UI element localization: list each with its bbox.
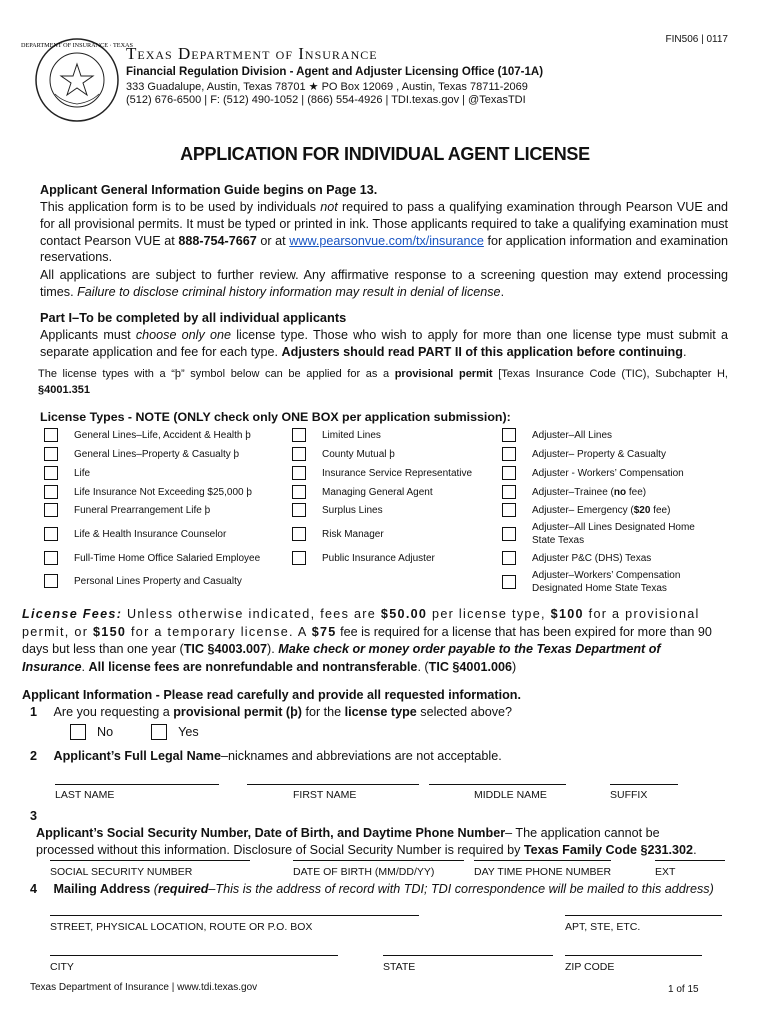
- seal-text: DEPARTMENT OF INSURANCE · TEXAS: [21, 42, 133, 49]
- page-title: APPLICATION FOR INDIVIDUAL AGENT LICENSE: [180, 144, 590, 164]
- last-name-field[interactable]: [55, 784, 219, 785]
- checkbox[interactable]: [292, 503, 306, 517]
- checkbox[interactable]: [44, 466, 58, 480]
- license-option[interactable]: Adjuster– Emergency ($20 fee): [502, 501, 670, 519]
- license-option[interactable]: Adjuster P&C (DHS) Texas: [502, 549, 651, 567]
- license-option[interactable]: Full-Time Home Office Salaried Employee: [44, 549, 260, 567]
- street-field[interactable]: [50, 915, 419, 916]
- question-3: 3 Applicant’s Social Security Number, Date of Birth, and Daytime Phone Number– The application cannot be processed without this information. Disclosure of Social Security Number is required by Texas Family Code §231.302.: [30, 809, 697, 857]
- ext-field[interactable]: [655, 860, 725, 861]
- state-field[interactable]: [383, 955, 553, 956]
- license-types-heading: License Types - NOTE (ONLY check only ONE BOX per application submission):: [40, 410, 511, 424]
- checkbox[interactable]: [502, 527, 516, 541]
- checkbox[interactable]: [502, 503, 516, 517]
- checkbox[interactable]: [44, 503, 58, 517]
- license-option[interactable]: Insurance Service Representative: [292, 464, 472, 482]
- checkbox[interactable]: [292, 447, 306, 461]
- checkbox[interactable]: [44, 447, 58, 461]
- checkbox[interactable]: [502, 428, 516, 442]
- license-option[interactable]: Adjuster–Workers’ Compensation Designated Home State Texas: [502, 567, 707, 597]
- checkbox[interactable]: [44, 485, 58, 499]
- field-label: STREET, PHYSICAL LOCATION, ROUTE OR P.O. BOX: [50, 921, 313, 933]
- license-option[interactable]: Risk Manager: [292, 525, 384, 543]
- license-option[interactable]: Funeral Prearrangement Life þ: [44, 501, 210, 519]
- provisional-choice: No Yes: [70, 724, 199, 740]
- field-label: LAST NAME: [55, 789, 115, 801]
- checkbox[interactable]: [502, 485, 516, 499]
- checkbox[interactable]: [292, 527, 306, 541]
- contact-line: (512) 676-6500 | F: (512) 490-1052 | (866) 554-4926 | TDI.texas.gov | @TexasTDI: [126, 94, 526, 106]
- pearson-link[interactable]: www.pearsonvue.com/tx/insurance: [289, 233, 484, 248]
- field-label: SOCIAL SECURITY NUMBER: [50, 866, 193, 878]
- field-label: STATE: [383, 961, 416, 973]
- field-label: DAY TIME PHONE NUMBER: [474, 866, 612, 878]
- license-option[interactable]: General Lines–Property & Casualty þ: [44, 445, 239, 463]
- field-label: DATE OF BIRTH (MM/DD/YY): [293, 866, 435, 878]
- field-label: MIDDLE NAME: [474, 789, 547, 801]
- checkbox[interactable]: [292, 428, 306, 442]
- yes-checkbox[interactable]: [151, 724, 167, 740]
- agency-name: Texas Department of Insurance: [126, 44, 378, 63]
- license-option[interactable]: Adjuster - Workers’ Compensation: [502, 464, 684, 482]
- license-option[interactable]: Life & Health Insurance Counselor: [44, 525, 226, 543]
- middle-name-field[interactable]: [429, 784, 566, 785]
- checkbox[interactable]: [502, 447, 516, 461]
- form-code: FIN506 | 0117: [665, 34, 728, 45]
- license-option[interactable]: Life: [44, 464, 90, 482]
- checkbox[interactable]: [292, 466, 306, 480]
- phone-field[interactable]: [474, 860, 611, 861]
- guide-note: Applicant General Information Guide begins on Page 13.: [40, 183, 378, 197]
- field-label: EXT: [655, 866, 676, 878]
- question-1: 1 Are you requesting a provisional permit (þ) for the license type selected above?: [30, 705, 513, 719]
- license-option[interactable]: General Lines–Life, Accident & Health þ: [44, 426, 251, 444]
- license-option[interactable]: Surplus Lines: [292, 501, 383, 519]
- pearson-phone: 888-754-7667: [178, 233, 257, 248]
- zip-field[interactable]: [565, 955, 702, 956]
- part1-heading: Part I–To be completed by all individual applicants: [40, 310, 347, 325]
- checkbox[interactable]: [44, 527, 58, 541]
- field-label: APT, STE, ETC.: [565, 921, 641, 933]
- license-fees: License Fees: Unless otherwise indicated, fees are $50.00 per license type, $100 for a provisional permit, or $150 for a temporary license. A $75 fee is required for a license that has been expired for more than 90 days but less than one year (TIC §4003.007). Make check or money order payable to the Texas Department of Insurance. All license fees are nonrefundable and nontransferable. (TIC §4001.006): [22, 607, 712, 674]
- apt-field[interactable]: [565, 915, 722, 916]
- checkbox[interactable]: [502, 466, 516, 480]
- checkbox[interactable]: [44, 574, 58, 588]
- field-label: ZIP CODE: [565, 961, 615, 973]
- applicant-info-heading: Applicant Information - Please read carefully and provide all requested information.: [22, 688, 521, 702]
- checkbox[interactable]: [292, 485, 306, 499]
- dob-field[interactable]: [293, 860, 464, 861]
- license-option[interactable]: Adjuster–All Lines: [502, 426, 612, 444]
- part1-paragraph: Applicants must choose only one license type. Those who wish to apply for more than one license type must submit a separate application and fee for each type. Adjusters should read PART II of this application before continuing.: [40, 328, 728, 359]
- license-option[interactable]: Adjuster– Property & Casualty: [502, 445, 666, 463]
- checkbox[interactable]: [502, 575, 516, 589]
- license-option[interactable]: Managing General Agent: [292, 483, 433, 501]
- license-option[interactable]: Life Insurance Not Exceeding $25,000 þ: [44, 483, 252, 501]
- license-option[interactable]: Adjuster–All Lines Designated Home State Texas: [502, 519, 707, 549]
- address-line: 333 Guadalupe, Austin, Texas 78701 ★ PO Box 12069 , Austin, Texas 78711-2069: [126, 81, 528, 93]
- city-field[interactable]: [50, 955, 338, 956]
- question-4: 4 Mailing Address (required–This is the address of record with TDI; TDI correspondence will be mailed to this address): [30, 882, 714, 896]
- license-option[interactable]: Personal Lines Property and Casualty: [44, 572, 242, 590]
- question-2: 2 Applicant’s Full Legal Name–nicknames and abbreviations are not acceptable.: [30, 749, 502, 763]
- intro-paragraph: This application form is to be used by individuals not required to pass a qualifying examination through Pearson VUE and for all provisional permits. It must be typed or printed in ink. Those applicants required to take a qualifying examination must contact Pearson VUE at 888-754-7667 or at www.pearsonvue.com/tx/insurance for application information and examination reservations.: [40, 200, 729, 265]
- field-label: SUFFIX: [610, 789, 648, 801]
- field-label: CITY: [50, 961, 74, 973]
- checkbox[interactable]: [44, 551, 58, 565]
- no-checkbox[interactable]: [70, 724, 86, 740]
- license-option[interactable]: Adjuster–Trainee (no fee): [502, 483, 646, 501]
- checkbox[interactable]: [502, 551, 516, 565]
- checkbox[interactable]: [292, 551, 306, 565]
- provisional-note: The license types with a “þ” symbol below can be applied for as a provisional permit [Texas Insurance Code (TIC), Subchapter H, §4001.351: [38, 368, 728, 396]
- review-paragraph: All applications are subject to further review. Any affirmative response to a screening question may extend processing times. Failure to disclose criminal history information may result in denial of license.: [40, 268, 728, 299]
- checkbox[interactable]: [44, 428, 58, 442]
- first-name-field[interactable]: [247, 784, 419, 785]
- license-option[interactable]: Public Insurance Adjuster: [292, 549, 435, 567]
- division-line: Financial Regulation Division - Agent and Adjuster Licensing Office (107-1A): [126, 66, 544, 78]
- suffix-field[interactable]: [610, 784, 678, 785]
- field-label: FIRST NAME: [293, 789, 357, 801]
- ssn-field[interactable]: [50, 860, 250, 861]
- license-option[interactable]: Limited Lines: [292, 426, 381, 444]
- page-number: 1 of 15: [668, 984, 699, 995]
- license-option[interactable]: County Mutual þ: [292, 445, 395, 463]
- footer-text: Texas Department of Insurance | www.tdi.texas.gov: [30, 982, 258, 993]
- tdi-seal-logo: [21, 36, 133, 124]
